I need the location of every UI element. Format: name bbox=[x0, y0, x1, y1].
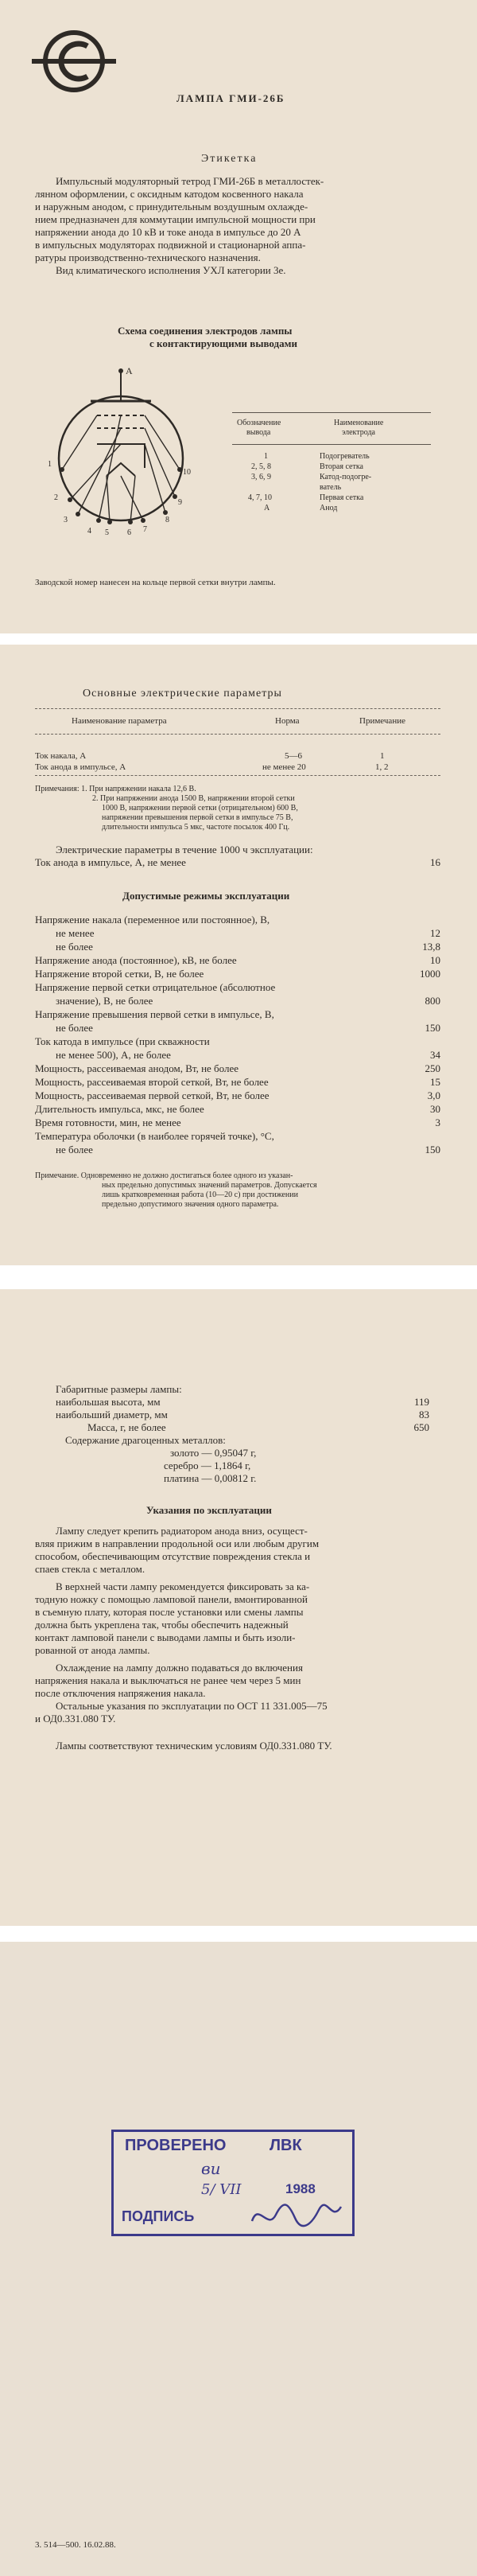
mode-row bbox=[35, 954, 440, 967]
usage-line: способом, обеспечивающим отсутствие повреждения стекла и bbox=[35, 1550, 311, 1562]
electrode-cell: Вторая сетка bbox=[320, 462, 363, 471]
electrode-cell: ватель bbox=[320, 483, 342, 492]
params-row-note: 1, 2 bbox=[375, 762, 389, 772]
params-row-name: Ток анода в импульсе, А bbox=[35, 762, 126, 772]
notes-line: напряжении превышения первой сетки в импульсе 75 В, bbox=[102, 813, 293, 822]
page-4 bbox=[0, 1942, 477, 2576]
usage-line: в съемную плату, которая после установки или смены лампы bbox=[35, 1606, 304, 1618]
mode-label: не более bbox=[56, 1144, 93, 1155]
mode-label: Мощность, рассеиваемая первой сеткой, Вт, не более bbox=[35, 1089, 270, 1101]
mode-value: 10 bbox=[430, 954, 440, 966]
usage-line: рованной от анода лампы. bbox=[35, 1644, 150, 1656]
mode-value: 150 bbox=[425, 1144, 440, 1155]
mode-label: Ток катода в импульсе (при скважности bbox=[35, 1035, 210, 1047]
params-row-norm: 5—6 bbox=[285, 751, 302, 761]
mode-label: Напряжение первой сетки отрицательное (абсолютное bbox=[35, 981, 276, 993]
metal-line: платина — 0,00812 г. bbox=[164, 1472, 257, 1484]
mode-label: значение), В, не более bbox=[56, 995, 153, 1007]
mode-label: Мощность, рассеиваемая второй сеткой, Вт, не более bbox=[35, 1076, 269, 1088]
diagram-pin-label: 6 bbox=[127, 528, 131, 537]
description-line: Импульсный модуляторный тетрод ГМИ-26Б в металлостек- bbox=[56, 175, 324, 187]
params-row-name: Ток накала, А bbox=[35, 751, 87, 761]
dims-row: наибольшая высота, мм 119 bbox=[56, 1396, 429, 1408]
params-table-header: Норма bbox=[275, 716, 300, 726]
pin-cell: 3, 6, 9 bbox=[251, 473, 271, 481]
notes-line: Примечания: 1. При напряжении накала 12,6 В. bbox=[35, 785, 196, 793]
diagram-pin-label: 5 bbox=[105, 528, 109, 537]
mode-row bbox=[35, 914, 440, 926]
mode-label: Время готовности, мин, не менее bbox=[35, 1117, 181, 1128]
params-row-note: 1 bbox=[380, 751, 385, 761]
footer-note: Заводской номер нанесен на кольце первой сетки внутри лампы. bbox=[35, 578, 276, 587]
page-2 bbox=[0, 645, 477, 1265]
mode-row bbox=[35, 1103, 440, 1116]
mode-label: Напряжение второй сетки, В, не более bbox=[35, 968, 204, 980]
signature-scribble bbox=[249, 2199, 344, 2231]
usage-line: и ОД0.331.080 ТУ. bbox=[35, 1713, 116, 1724]
mode-value: 12 bbox=[430, 927, 440, 939]
metals-heading: Содержание драгоценных металлов: bbox=[65, 1434, 226, 1446]
description-line: в импульсных модуляторах подвижной и стационарной аппа- bbox=[35, 239, 306, 251]
diagram-pin-label: 1 bbox=[48, 460, 52, 469]
mode-label: Длительность импульса, мкс, не более bbox=[35, 1103, 204, 1115]
mode-value: 3,0 bbox=[427, 1089, 440, 1101]
pin-table-header: вывода bbox=[246, 428, 271, 437]
pin-cell: 1 bbox=[264, 452, 268, 461]
electrode-cell: Подогреватель bbox=[320, 452, 370, 461]
params-table-header: Примечание bbox=[359, 716, 405, 726]
dims-row: Масса, г, не более 650 bbox=[87, 1421, 429, 1433]
pin-cell: 4, 7, 10 bbox=[248, 493, 272, 502]
usage-line: контакт ламповой панели с выводами лампы и быть изоли- bbox=[35, 1631, 296, 1643]
usage-line: вляя прижим в направлении продольной оси или любым другим bbox=[35, 1537, 320, 1549]
metal-line: золото — 0,95047 г, bbox=[170, 1447, 257, 1459]
usage-heading: Указания по эксплуатации bbox=[146, 1504, 272, 1516]
mode-label: не более bbox=[56, 1022, 93, 1034]
pin-table-header: Обозначение bbox=[237, 419, 281, 427]
page-3 bbox=[0, 1289, 477, 1926]
notes-line: 1000 В, напряжении первой сетки (отрицательном) 600 В, bbox=[102, 804, 298, 813]
mode-value: 15 bbox=[430, 1076, 440, 1088]
mode-value: 30 bbox=[430, 1103, 440, 1115]
stamp-year: 1988 bbox=[285, 2181, 316, 2196]
manufacturer-logo bbox=[32, 29, 116, 94]
mode-label: Температура оболочки (в наиболее горячей точке), °С, bbox=[35, 1130, 274, 1142]
mode-value: 34 bbox=[430, 1049, 440, 1061]
usage-line: после отключения напряжения накала. bbox=[35, 1687, 206, 1699]
scheme-subtitle: с контактирующими выводами bbox=[149, 337, 297, 349]
notes-line: длительности импульса 5 мкс, частоте посылок 400 Гц. bbox=[102, 823, 290, 832]
remark-line: лишь кратковременная работа (10—20 с) при достижении bbox=[102, 1191, 298, 1199]
mode-value: 250 bbox=[425, 1062, 440, 1074]
lifetime-row: Ток анода в импульсе, А, не менее 16 bbox=[35, 856, 440, 868]
usage-line: Охлаждение на лампу должно подаваться до включения bbox=[56, 1662, 303, 1674]
mode-value: 150 bbox=[425, 1022, 440, 1034]
mode-row bbox=[35, 981, 440, 994]
usage-line: В верхней части лампу рекомендуется фиксировать за ка- bbox=[56, 1580, 310, 1592]
diagram-pin-label: 8 bbox=[165, 516, 169, 524]
mode-label: Напряжение превышения первой сетки в импульсе, В, bbox=[35, 1008, 274, 1020]
mode-row bbox=[35, 941, 440, 953]
pin-table-header: электрода bbox=[342, 428, 375, 437]
mode-row bbox=[35, 927, 440, 940]
usage-line: должна быть укреплена так, чтобы обеспечить надежный bbox=[35, 1619, 289, 1631]
mode-row bbox=[35, 1022, 440, 1035]
description-line: нием предназначен для коммутации импульсной мощности при bbox=[35, 213, 316, 225]
mode-label: Мощность, рассеиваемая анодом, Вт, не более bbox=[35, 1062, 239, 1074]
diagram-label-anode: А bbox=[126, 365, 133, 376]
mode-label: не менее bbox=[56, 927, 95, 939]
mode-row bbox=[35, 1130, 440, 1143]
mode-row bbox=[35, 968, 440, 980]
modes-heading: Допустимые режимы эксплуатации bbox=[122, 890, 290, 902]
mode-row bbox=[35, 995, 440, 1007]
print-info: 3. 514—500. 16.02.88. bbox=[35, 2540, 116, 2550]
mode-label: не более bbox=[56, 941, 93, 953]
mode-value: 3 bbox=[435, 1117, 440, 1128]
usage-line: Лампу следует крепить радиатором анода вниз, осущест- bbox=[56, 1525, 308, 1537]
usage-line: тодную ножку с помощью ламповой панели, вмонтированной bbox=[35, 1593, 308, 1605]
description-line: ратуры производственно-технического назначения. bbox=[35, 251, 261, 263]
params-row-norm: не менее 20 bbox=[262, 762, 306, 772]
mode-row bbox=[35, 1035, 440, 1048]
electrode-cell: Первая сетка bbox=[320, 493, 364, 502]
document-title: ЛАМПА ГМИ-26Б bbox=[176, 92, 285, 104]
mode-label: Напряжение накала (переменное или постоянное), В, bbox=[35, 914, 270, 926]
description-line: Вид климатического исполнения УХЛ категории 3е. bbox=[56, 264, 286, 276]
diagram-pin-label: 10 bbox=[183, 468, 191, 477]
electrode-cell: Анод bbox=[320, 504, 338, 512]
remark-line: Примечание. Одновременно не должно достигаться более одного из указан- bbox=[35, 1171, 293, 1180]
stamp-date: 5/ VII bbox=[201, 2181, 242, 2198]
inspection-stamp bbox=[111, 2130, 355, 2236]
main-params-heading: Основные электрические параметры bbox=[83, 688, 282, 700]
conformity-statement: Лампы соответствуют техническим условиям ОД0.331.080 ТУ. bbox=[56, 1740, 332, 1752]
pin-cell: А bbox=[264, 504, 270, 512]
metal-line: серебро — 1,1864 г, bbox=[164, 1459, 251, 1471]
mode-row bbox=[35, 1008, 440, 1021]
remark-line: ных предельно допустимых значений параметров. Допускается bbox=[102, 1181, 317, 1190]
usage-line: спаев стекла с металлом. bbox=[35, 1563, 145, 1575]
stamp-dept-label: ЛВК bbox=[270, 2137, 302, 2154]
diagram-pin-label: 7 bbox=[143, 525, 147, 534]
mode-value: 1000 bbox=[420, 968, 440, 980]
notes-line: 2. При напряжении анода 1500 В, напряжении второй сетки bbox=[92, 794, 295, 803]
mode-value: 800 bbox=[425, 995, 440, 1007]
diagram-pin-label: 9 bbox=[178, 498, 182, 507]
mode-value: 13,8 bbox=[422, 941, 440, 953]
stamp-signature-label: ПОДПИСЬ bbox=[122, 2208, 195, 2224]
lifetime-text: Электрические параметры в течение 1000 ч эксплуатации: bbox=[56, 844, 313, 855]
remark-line: предельно допустимого значения одного параметра. bbox=[102, 1200, 279, 1209]
description-line: напряжении анода до 10 кВ и токе анода в импульсе до 20 А bbox=[35, 226, 301, 238]
scheme-title: Схема соединения электродов лампы bbox=[118, 325, 293, 337]
stamp-handwritten: ви bbox=[201, 2159, 221, 2178]
pin-cell: 2, 5, 8 bbox=[251, 462, 271, 471]
mode-row bbox=[35, 1144, 440, 1156]
params-table-header: Наименование параметра bbox=[72, 716, 167, 726]
description-line: лянном оформлении, с оксидным катодом косвенного накала bbox=[35, 188, 304, 200]
page-1 bbox=[0, 0, 477, 633]
description-line: и наружным анодом, с принудительным воздушным охлажде- bbox=[35, 201, 308, 212]
dims-row: наибольший диаметр, мм 83 bbox=[56, 1409, 429, 1421]
usage-line: напряжения накала и выключаться не ранее чем через 5 мин bbox=[35, 1674, 301, 1686]
mode-label: не менее 500), А, не более bbox=[56, 1049, 171, 1061]
stamp-checked-label: ПРОВЕРЕНО bbox=[125, 2137, 227, 2154]
diagram-pin-label: 3 bbox=[64, 516, 68, 524]
dims-heading: Габаритные размеры лампы: bbox=[56, 1383, 182, 1395]
electrode-cell: Катод-подогре- bbox=[320, 473, 372, 481]
label-heading: Этикетка bbox=[201, 153, 258, 165]
mode-label: Напряжение анода (постоянное), кВ, не более bbox=[35, 954, 237, 966]
pin-table-header: Наименование bbox=[334, 419, 384, 427]
mode-row bbox=[35, 1049, 440, 1062]
usage-line: Остальные указания по эксплуатации по ОСТ 11 331.005—75 bbox=[56, 1700, 328, 1712]
mode-row bbox=[35, 1089, 440, 1102]
mode-row bbox=[35, 1076, 440, 1089]
mode-row bbox=[35, 1117, 440, 1129]
diagram-pin-label: 2 bbox=[54, 493, 58, 502]
mode-row bbox=[35, 1062, 440, 1075]
diagram-pin-label: 4 bbox=[87, 527, 91, 536]
